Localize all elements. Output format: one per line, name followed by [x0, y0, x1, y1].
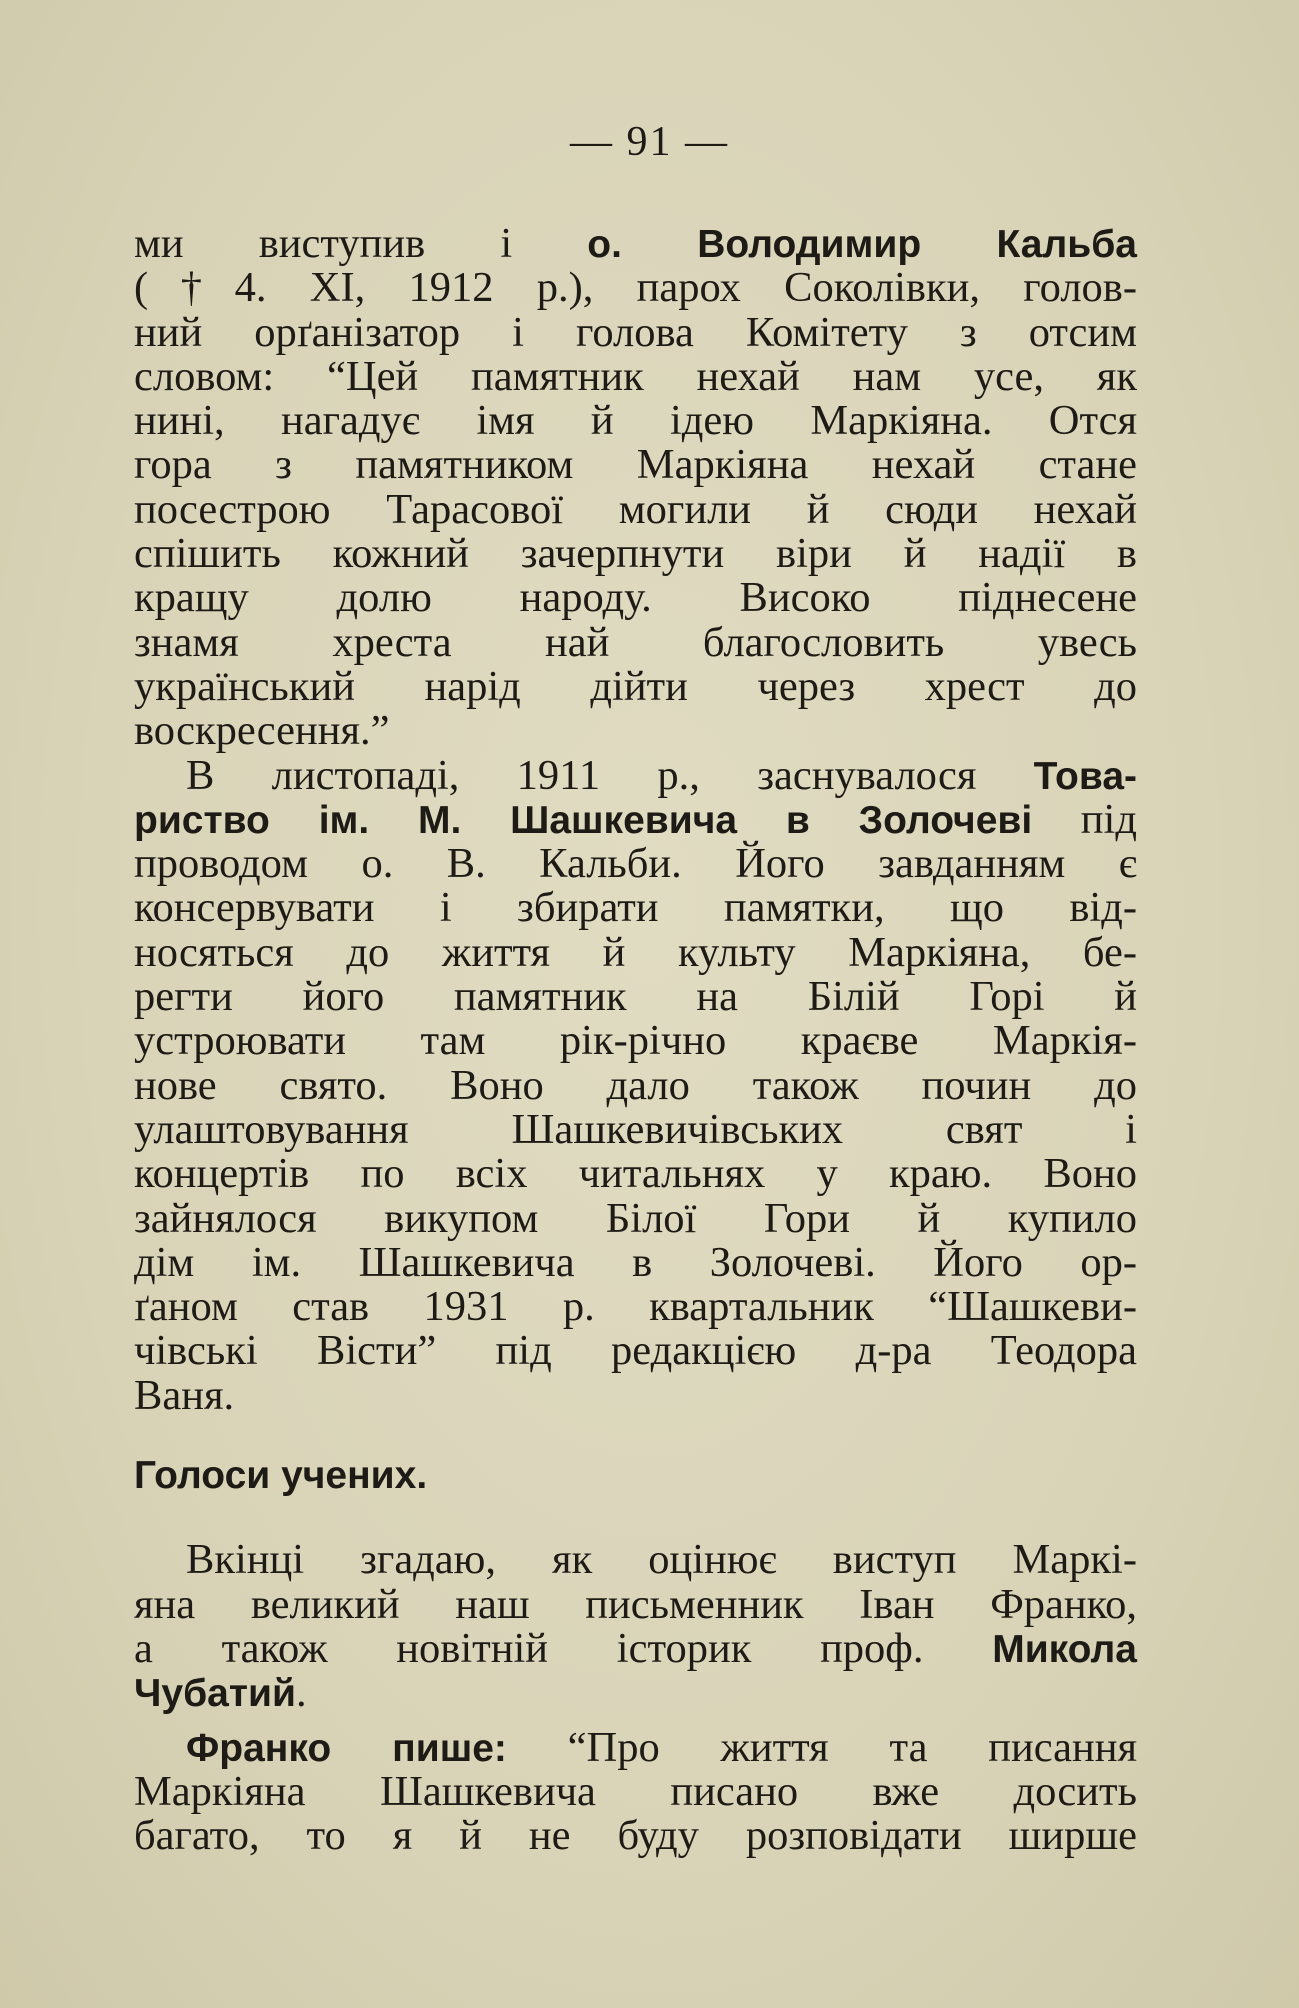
text-line: посестрою Тарасової могили й сюди нехай: [134, 485, 1137, 533]
text-line: гора з памятником Маркіяна нехай стане: [134, 441, 1137, 489]
text-line: чівські Вісти” під редакцією д-ра Теодора: [134, 1327, 1137, 1375]
text-line: Франко пише: “Про життя та писання: [186, 1723, 1138, 1771]
text-line: словом: “Цей памятник нехай нам усе, як: [134, 352, 1137, 400]
body-text: [134, 222, 1137, 1858]
bold-name: Микола: [992, 1627, 1137, 1671]
text-line: український нарід дійти через хрест до: [134, 662, 1137, 710]
text-line: (†4. XI, 1912 р.), парох Соколівки, голов-: [134, 264, 1137, 312]
text-line: ний орґанізатор і голова Комітету з отсим: [134, 308, 1137, 356]
text-line: воскресення.”: [134, 707, 390, 755]
text-line: знамя хреста най благословить увесь: [134, 618, 1137, 666]
text-line: багато, то я й не буду розповідати ширше: [134, 1812, 1137, 1860]
text-line: Чубатий.: [134, 1669, 307, 1717]
text-line: Маркіяна Шашкевича писано вже досить: [134, 1767, 1137, 1815]
text-line: Вкінці згадаю, як оцінює виступ Маркі-: [186, 1536, 1137, 1584]
text-line: ґаном став 1931 р. квартальник “Шашкеви-: [134, 1283, 1137, 1331]
text-line: консервувати і збирати памятки, що від-: [134, 884, 1137, 932]
bold-name: Чубатий: [134, 1672, 296, 1716]
text-line: дім ім. Шашкевича в Золочеві. Його ор-: [134, 1238, 1137, 1286]
text-line: ми виступив і о. Володимир Кальба: [134, 220, 1137, 267]
page-number: — 91 —: [570, 119, 729, 165]
text-line: проводом о. В. Кальби. Його завданням є: [134, 840, 1137, 888]
text-line: устроювати там рік-річно краєве Маркія-: [134, 1017, 1137, 1065]
section-heading: Голоси учених.: [134, 1454, 428, 1498]
bold-name: о. Володимир Кальба: [587, 223, 1137, 266]
text-line: улаштовування Шашкевичівських свят і: [134, 1105, 1137, 1153]
text-line: кращу долю народу. Високо піднесене: [134, 574, 1137, 622]
bold-name: риство ім. М. Шашкевича в Золочеві: [134, 798, 1033, 842]
text-line: спішить кожний зачерпнути віри й надії в: [134, 530, 1137, 578]
text-line: яна великий наш письменник Іван Франко,: [134, 1580, 1137, 1628]
text-line: риство ім. М. Шашкевича в Золочеві під: [134, 795, 1137, 843]
text-line: а також новітній історик проф. Микола: [134, 1624, 1137, 1672]
text-line: В листопаді, 1911 р., заснувалося Това-: [186, 751, 1137, 799]
text-line: нині, нагадує імя й ідею Маркіяна. Отся: [134, 397, 1137, 445]
text-line: зайнялося викупом Білої Гори й купило: [134, 1194, 1137, 1242]
text-line: носяться до життя й культу Маркіяна, бе-: [134, 928, 1137, 976]
text-line: Ваня.: [134, 1371, 235, 1419]
text-line: концертів по всіх читальнях у краю. Воно: [134, 1150, 1137, 1198]
bold-name: Това-: [1033, 754, 1137, 798]
bold-name: Франко пише:: [186, 1726, 507, 1770]
text-line: нове свято. Воно дало також почин до: [134, 1061, 1137, 1109]
text-line: регти його памятник на Білій Горі й: [134, 973, 1137, 1021]
